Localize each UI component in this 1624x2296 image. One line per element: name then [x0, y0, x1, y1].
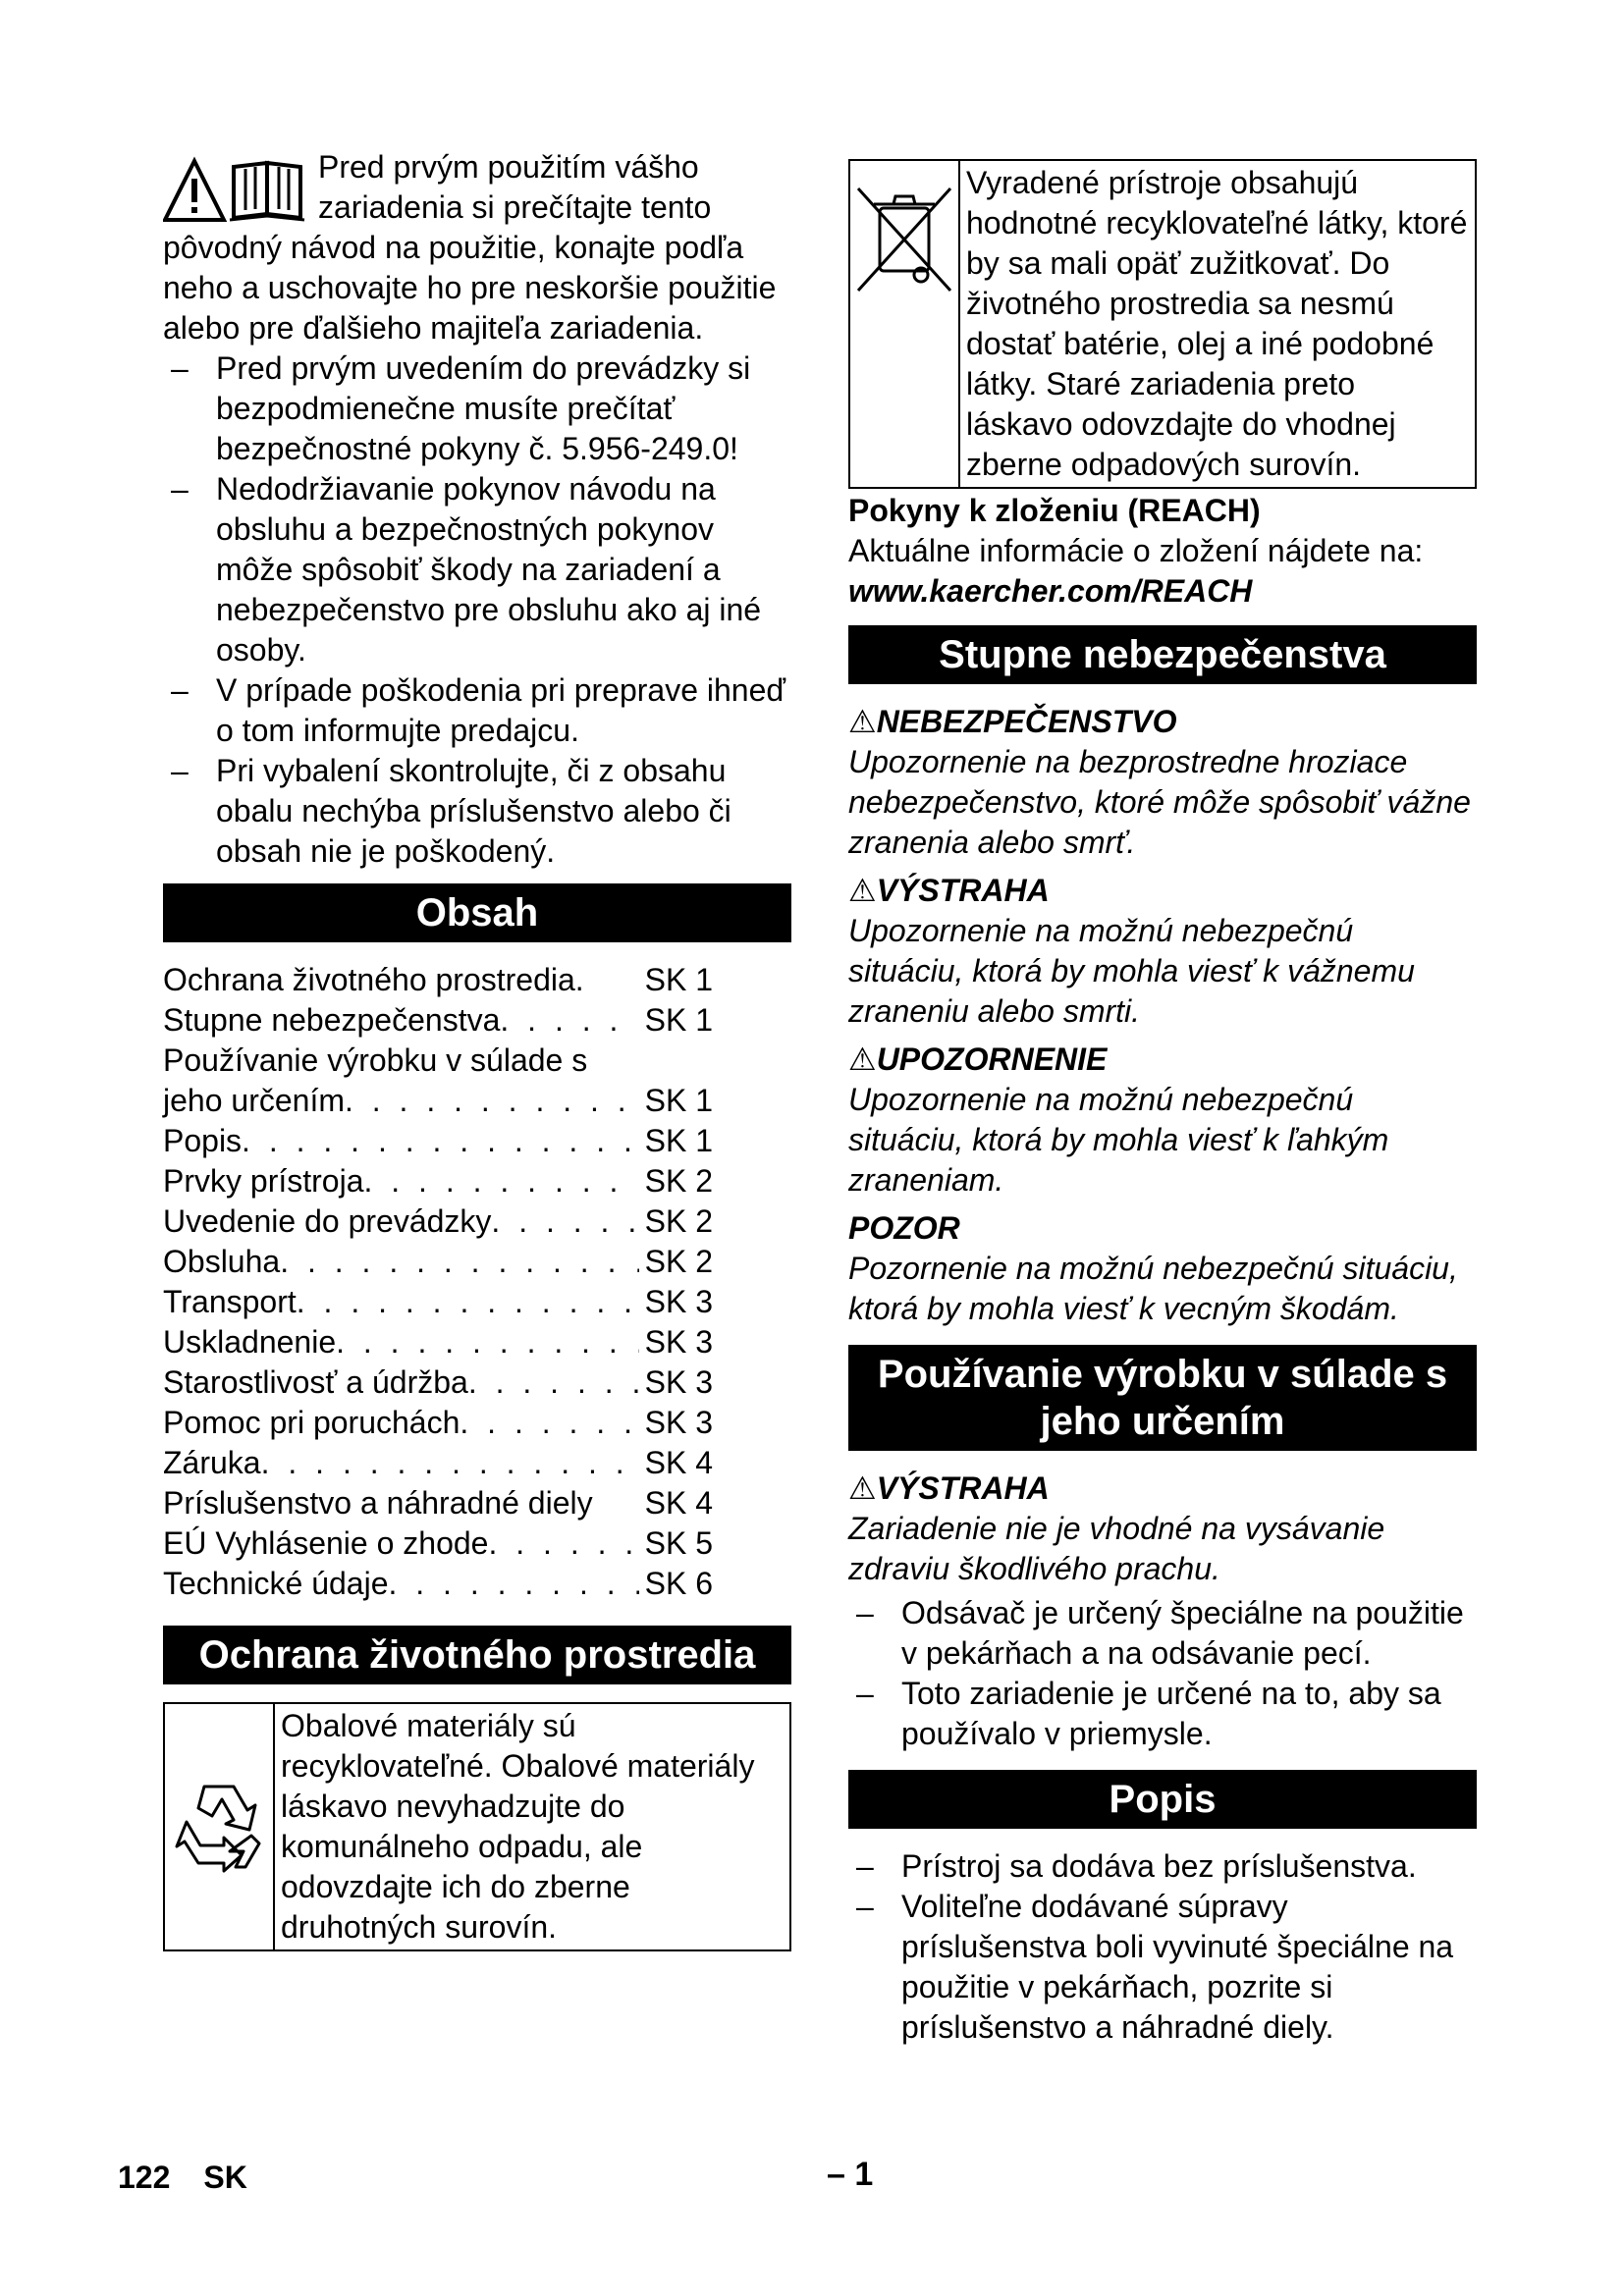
- list-item: – Prístroj sa dodáva bez príslušenstva.: [848, 1846, 1477, 1887]
- intended-use-heading: Používanie výrobku v súlade s jeho určením: [848, 1345, 1477, 1451]
- hazard-caution-text: Upozornenie na možnú nebezpečnú situáciu, ktorá by mohla viesť k ľahkým zraneniam.: [848, 1082, 1389, 1198]
- disposal-box: [848, 159, 1477, 489]
- intended-use-list: [848, 1593, 1477, 1754]
- toc-entry[interactable]: Transport . . . SK 3: [163, 1282, 713, 1322]
- description-list: [848, 1846, 1477, 2048]
- hazard-danger-text: Upozornenie na bezprostredne hroziace nebezpečenstvo, ktoré môže spôsobiť vážne zranenia alebo smrť.: [848, 744, 1471, 860]
- hazard-warning-text: Upozornenie na možnú nebezpečnú situáciu, ktorá by mohla viesť k vážnemu zraneniu alebo smrti.: [848, 913, 1415, 1029]
- recycle-icon: [165, 1704, 275, 1949]
- hazard-caution-title: ⚠UPOZORNENIE: [848, 1041, 1108, 1077]
- intended-use-warning-title: ⚠VÝSTRAHA: [848, 1470, 1050, 1506]
- list-item: – Nedodržiavanie pokynov návodu na obsluhu a bezpečnostných pokynov môže spôsobiť škody na zariadení a nebezpečenstvo pre obsluhu ako aj iné osoby.: [163, 469, 791, 670]
- hazard-notice-text: Pozornenie na možnú nebezpečnú situáciu, ktorá by mohla viesť k vecným škodám.: [848, 1251, 1458, 1326]
- list-item: – Pred prvým uvedením do prevádzky si bezpodmienečne musíte prečítať bezpečnostné pokyny č. 5.956-249.0!: [163, 348, 791, 469]
- toc-entry[interactable]: Obsluha . . . SK 2: [163, 1242, 713, 1282]
- hazard-notice-title: POZOR: [848, 1210, 960, 1246]
- crossed-bin-icon: [850, 161, 960, 487]
- warning-triangle-icon: [165, 161, 224, 220]
- list-item: – Pri vybalení skontrolujte, či z obsahu obalu nechýba príslušenstvo alebo či obsah nie je poškodený.: [163, 751, 791, 872]
- toc-entry[interactable]: Popis . . . SK 1: [163, 1121, 713, 1161]
- list-item: – Odsávač je určený špeciálne na použitie v pekárňach a na odsávanie pecí.: [848, 1593, 1477, 1674]
- list-item: – V prípade poškodenia pri preprave ihneď o tom informujte predajcu.: [163, 670, 791, 751]
- toc-entry[interactable]: jeho určením . . . SK 1: [163, 1081, 713, 1121]
- description-heading: Popis: [848, 1770, 1477, 1829]
- intro-bullet-list: [163, 348, 791, 872]
- right-column: [848, 159, 1477, 2048]
- manual-book-icon: [230, 163, 304, 220]
- language-code: SK: [203, 2160, 247, 2195]
- left-column: [163, 147, 791, 1951]
- toc-entry[interactable]: Príslušenstvo a náhradné diely SK 4: [163, 1485, 713, 1521]
- table-of-contents: [163, 960, 713, 1604]
- recycling-box: [163, 1702, 791, 1951]
- footer-left: [118, 2160, 281, 2196]
- toc-heading: Obsah: [163, 883, 791, 942]
- list-item: – Voliteľne dodávané súpravy príslušenstva boli vyvinuté špeciálne na použitie v pekárňach, pozrite si príslušenstvo a náhradné diely.: [848, 1887, 1477, 2048]
- footer-page-marker: – 1: [827, 2156, 874, 2193]
- toc-entry[interactable]: Uvedenie do prevádzky . . . SK 2: [163, 1201, 713, 1242]
- toc-entry[interactable]: Stupne nebezpečenstva . . . SK 1: [163, 1000, 713, 1041]
- intro-icons: [163, 155, 306, 226]
- hazard-danger-title: ⚠NEBEZPEČENSTVO: [848, 704, 1177, 739]
- hazard-warning-title: ⚠VÝSTRAHA: [848, 873, 1050, 908]
- toc-entry[interactable]: Prvky prístroja . . . SK 2: [163, 1161, 713, 1201]
- intended-use-warning-text: Zariadenie nie je vhodné na vysávanie zdraviu škodlivého prachu.: [848, 1511, 1385, 1586]
- toc-entry[interactable]: Uskladnenie . . . SK 3: [163, 1322, 713, 1362]
- reach-text: Aktuálne informácie o zložení nájdete na:: [848, 533, 1424, 568]
- reach-title: Pokyny k zloženiu (REACH): [848, 493, 1261, 528]
- intro-paragraph: Pred prvým použitím vášho zariadenia si prečítajte tento pôvodný návod na použitie, konajte podľa neho a uschovajte ho pre neskoršie použitie alebo pre ďalšieho majiteľa zariadenia.: [163, 149, 777, 346]
- recycling-text: Obalové materiály sú recyklovateľné. Obalové materiály láskavo nevyhadzujte do komunálneho odpadu, ale odovzdajte ich do zberne druhotných surovín.: [281, 1708, 755, 1945]
- toc-entry[interactable]: Ochrana životného prostredia. SK 1: [163, 962, 713, 997]
- disposal-text: Vyradené prístroje obsahujú hodnotné recyklovateľné látky, ktoré by sa mali opäť zužitkovať. Do životného prostredia sa nesmú dostať batérie, olej a iné podobné látky. Staré zariadenia preto láskavo odovzdajte do vhodnej zberne odpadových surovín.: [966, 165, 1468, 482]
- list-item: – Toto zariadenie je určené na to, aby sa používalo v priemysle.: [848, 1674, 1477, 1754]
- reach-link[interactable]: www.kaercher.com/REACH: [848, 573, 1253, 609]
- hazard-heading: Stupne nebezpečenstva: [848, 625, 1477, 684]
- toc-entry[interactable]: Používanie výrobku v súlade s: [163, 1042, 588, 1078]
- toc-entry[interactable]: Záruka . . . SK 4: [163, 1443, 713, 1483]
- environment-heading: Ochrana životného prostredia: [163, 1626, 791, 1684]
- page-number: 122: [118, 2160, 171, 2195]
- toc-entry[interactable]: Technické údaje . . . SK 6: [163, 1564, 713, 1604]
- toc-entry[interactable]: Pomoc pri poruchách . . . SK 3: [163, 1403, 713, 1443]
- intro-section: [163, 147, 791, 348]
- toc-entry[interactable]: Starostlivosť a údržba . . . SK 3: [163, 1362, 713, 1403]
- toc-entry[interactable]: EÚ Vyhlásenie o zhode . . . SK 5: [163, 1523, 713, 1564]
